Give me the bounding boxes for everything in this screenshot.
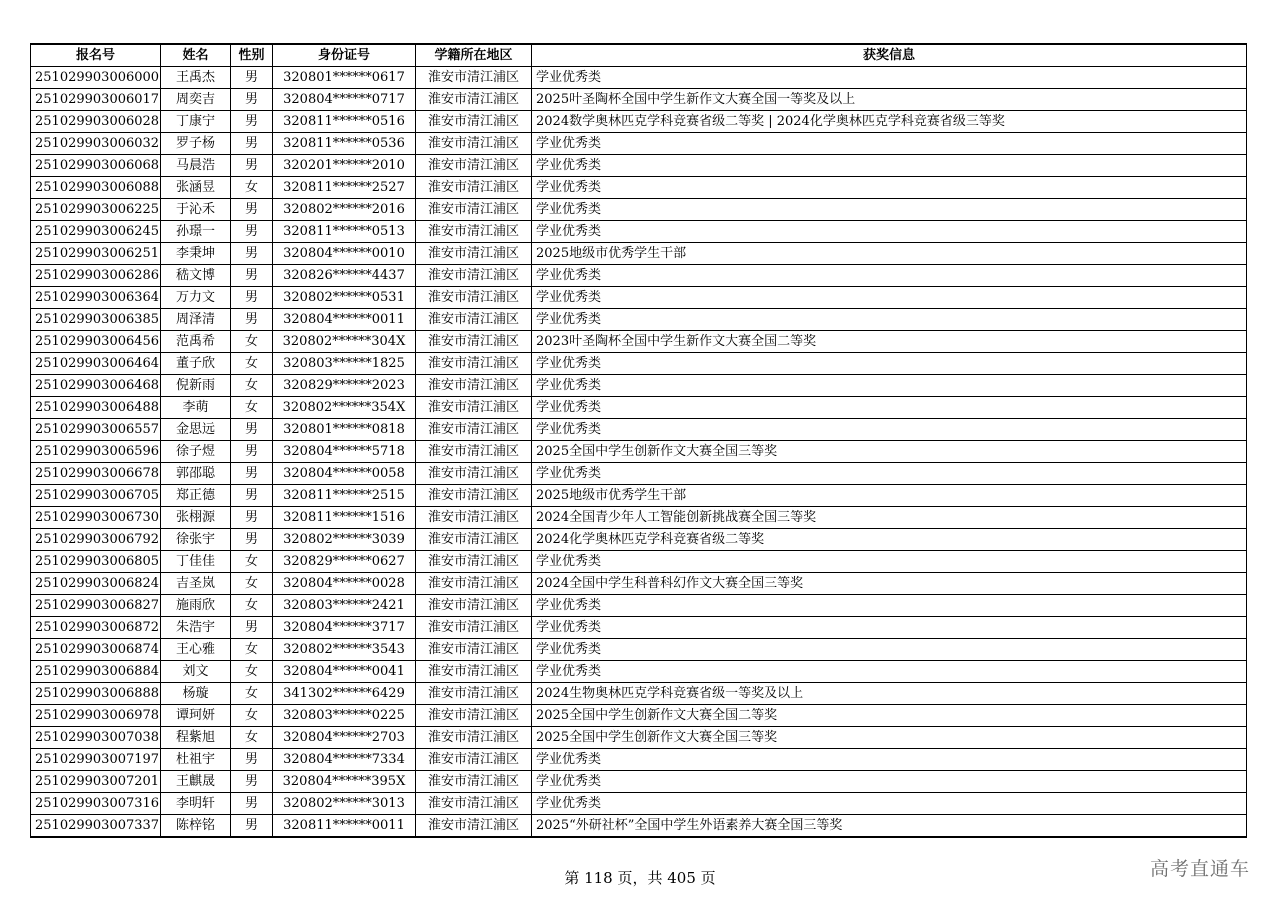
cell-id-number: 320802******2016 (273, 199, 416, 221)
cell-id-number: 320811******0513 (273, 221, 416, 243)
cell-award-info: 2024数学奥林匹克学科竞赛省级二等奖 | 2024化学奥林匹克学科竞赛省级三等奖 (532, 111, 1247, 133)
cell-registration-number: 251029903007201 (31, 771, 161, 793)
cell-gender: 女 (231, 573, 273, 595)
table-row (31, 67, 1247, 89)
cell-id-number: 320804******3717 (273, 617, 416, 639)
cell-name: 刘文 (161, 661, 231, 683)
watermark-logo: 高考直通车 (1149, 858, 1250, 880)
cell-award-info: 学业优秀类 (532, 793, 1247, 815)
cell-award-info: 学业优秀类 (532, 771, 1247, 793)
cell-name: 李明轩 (161, 793, 231, 815)
table-row (31, 155, 1247, 177)
cell-region: 淮安市清江浦区 (416, 111, 532, 133)
cell-name: 徐子煜 (161, 441, 231, 463)
cell-gender: 女 (231, 727, 273, 749)
cell-award-info: 2024生物奥林匹克学科竞赛省级一等奖及以上 (532, 683, 1247, 705)
cell-region: 淮安市清江浦区 (416, 199, 532, 221)
cell-id-number: 320804******7334 (273, 749, 416, 771)
cell-name: 丁康宁 (161, 111, 231, 133)
cell-id-number: 320801******0617 (273, 67, 416, 89)
cell-id-number: 320802******3013 (273, 793, 416, 815)
cell-gender: 男 (231, 815, 273, 838)
cell-region: 淮安市清江浦区 (416, 661, 532, 683)
cell-name: 徐张宇 (161, 529, 231, 551)
cell-registration-number: 251029903007316 (31, 793, 161, 815)
cell-region: 淮安市清江浦区 (416, 507, 532, 529)
cell-id-number: 320802******354X (273, 397, 416, 419)
cell-gender: 男 (231, 529, 273, 551)
header-region: 学籍所在地区 (416, 44, 532, 67)
table-row (31, 287, 1247, 309)
cell-registration-number: 251029903006827 (31, 595, 161, 617)
cell-gender: 男 (231, 771, 273, 793)
cell-id-number: 320804******0058 (273, 463, 416, 485)
cell-award-info: 学业优秀类 (532, 221, 1247, 243)
cell-id-number: 320802******304X (273, 331, 416, 353)
cell-award-info: 学业优秀类 (532, 353, 1247, 375)
cell-region: 淮安市清江浦区 (416, 793, 532, 815)
header-id-number: 身份证号 (273, 44, 416, 67)
cell-name: 范禹希 (161, 331, 231, 353)
cell-award-info: 学业优秀类 (532, 177, 1247, 199)
table-row (31, 705, 1247, 727)
cell-gender: 男 (231, 243, 273, 265)
table-row (31, 683, 1247, 705)
cell-registration-number: 251029903007197 (31, 749, 161, 771)
cell-name: 朱浩宇 (161, 617, 231, 639)
cell-id-number: 320802******0531 (273, 287, 416, 309)
cell-registration-number: 251029903006245 (31, 221, 161, 243)
cell-registration-number: 251029903006792 (31, 529, 161, 551)
header-registration-number: 报名号 (31, 44, 161, 67)
cell-award-info: 学业优秀类 (532, 749, 1247, 771)
cell-id-number: 320811******2527 (273, 177, 416, 199)
cell-registration-number: 251029903006888 (31, 683, 161, 705)
cell-name: 董子欣 (161, 353, 231, 375)
cell-registration-number: 251029903006978 (31, 705, 161, 727)
cell-award-info: 2024化学奥林匹克学科竞赛省级二等奖 (532, 529, 1247, 551)
cell-name: 王心雅 (161, 639, 231, 661)
cell-award-info: 学业优秀类 (532, 661, 1247, 683)
cell-gender: 男 (231, 111, 273, 133)
cell-region: 淮安市清江浦区 (416, 639, 532, 661)
cell-gender: 女 (231, 705, 273, 727)
cell-registration-number: 251029903007038 (31, 727, 161, 749)
cell-registration-number: 251029903006286 (31, 265, 161, 287)
cell-id-number: 320802******3543 (273, 639, 416, 661)
cell-award-info: 2024全国中学生科普科幻作文大赛全国三等奖 (532, 573, 1247, 595)
cell-name: 马晨浩 (161, 155, 231, 177)
cell-name: 罗子杨 (161, 133, 231, 155)
cell-region: 淮安市清江浦区 (416, 683, 532, 705)
cell-name: 陈梓铭 (161, 815, 231, 838)
cell-gender: 男 (231, 419, 273, 441)
cell-registration-number: 251029903006824 (31, 573, 161, 595)
cell-registration-number: 251029903006088 (31, 177, 161, 199)
cell-id-number: 320811******0011 (273, 815, 416, 838)
cell-award-info: 学业优秀类 (532, 375, 1247, 397)
cell-registration-number: 251029903006874 (31, 639, 161, 661)
cell-gender: 女 (231, 353, 273, 375)
table-row (31, 771, 1247, 793)
cell-name: 谭珂妍 (161, 705, 231, 727)
cell-id-number: 320804******0011 (273, 309, 416, 331)
table-row (31, 353, 1247, 375)
cell-id-number: 320811******0536 (273, 133, 416, 155)
cell-award-info: 学业优秀类 (532, 133, 1247, 155)
table-row (31, 375, 1247, 397)
cell-name: 施雨欣 (161, 595, 231, 617)
cell-region: 淮安市清江浦区 (416, 221, 532, 243)
cell-name: 于沁禾 (161, 199, 231, 221)
cell-id-number: 320803******2421 (273, 595, 416, 617)
cell-id-number: 320811******2515 (273, 485, 416, 507)
cell-region: 淮安市清江浦区 (416, 771, 532, 793)
cell-gender: 女 (231, 177, 273, 199)
cell-gender: 男 (231, 617, 273, 639)
cell-name: 张涵昱 (161, 177, 231, 199)
table-row (31, 133, 1247, 155)
table-row (31, 89, 1247, 111)
cell-registration-number: 251029903006464 (31, 353, 161, 375)
table-row (31, 529, 1247, 551)
cell-id-number: 320829******2023 (273, 375, 416, 397)
cell-registration-number: 251029903006028 (31, 111, 161, 133)
cell-name: 杨璇 (161, 683, 231, 705)
cell-id-number: 320803******0225 (273, 705, 416, 727)
cell-region: 淮安市清江浦区 (416, 815, 532, 838)
cell-registration-number: 251029903006872 (31, 617, 161, 639)
cell-gender: 女 (231, 661, 273, 683)
cell-registration-number: 251029903006000 (31, 67, 161, 89)
cell-award-info: 学业优秀类 (532, 287, 1247, 309)
cell-award-info: 学业优秀类 (532, 67, 1247, 89)
cell-registration-number: 251029903006251 (31, 243, 161, 265)
cell-gender: 女 (231, 639, 273, 661)
cell-registration-number: 251029903006730 (31, 507, 161, 529)
cell-name: 孙璟一 (161, 221, 231, 243)
cell-region: 淮安市清江浦区 (416, 705, 532, 727)
cell-region: 淮安市清江浦区 (416, 441, 532, 463)
cell-registration-number: 251029903006678 (31, 463, 161, 485)
table-row (31, 419, 1247, 441)
cell-award-info: 2025地级市优秀学生干部 (532, 243, 1247, 265)
cell-name: 李萌 (161, 397, 231, 419)
table-row (31, 595, 1247, 617)
cell-registration-number: 251029903006032 (31, 133, 161, 155)
table-row (31, 463, 1247, 485)
table-row (31, 485, 1247, 507)
cell-region: 淮安市清江浦区 (416, 67, 532, 89)
cell-region: 淮安市清江浦区 (416, 463, 532, 485)
cell-name: 郭邵聪 (161, 463, 231, 485)
table-row (31, 199, 1247, 221)
cell-region: 淮安市清江浦区 (416, 287, 532, 309)
cell-registration-number: 251029903006068 (31, 155, 161, 177)
table-row (31, 177, 1247, 199)
cell-award-info: 学业优秀类 (532, 639, 1247, 661)
cell-gender: 男 (231, 441, 273, 463)
cell-name: 吉圣岚 (161, 573, 231, 595)
cell-gender: 男 (231, 67, 273, 89)
cell-gender: 女 (231, 595, 273, 617)
cell-award-info: 2025全国中学生创新作文大赛全国三等奖 (532, 727, 1247, 749)
cell-registration-number: 251029903006596 (31, 441, 161, 463)
cell-award-info: 学业优秀类 (532, 309, 1247, 331)
cell-award-info: 学业优秀类 (532, 419, 1247, 441)
cell-region: 淮安市清江浦区 (416, 749, 532, 771)
cell-region: 淮安市清江浦区 (416, 89, 532, 111)
cell-award-info: 学业优秀类 (532, 265, 1247, 287)
cell-award-info: 2023叶圣陶杯全国中学生新作文大赛全国二等奖 (532, 331, 1247, 353)
cell-id-number: 320804******5718 (273, 441, 416, 463)
cell-registration-number: 251029903006805 (31, 551, 161, 573)
cell-id-number: 320804******395X (273, 771, 416, 793)
cell-name: 周泽清 (161, 309, 231, 331)
cell-gender: 男 (231, 507, 273, 529)
cell-registration-number: 251029903007337 (31, 815, 161, 838)
cell-gender: 女 (231, 375, 273, 397)
header-gender: 性别 (231, 44, 273, 67)
table-row (31, 397, 1247, 419)
cell-id-number: 320804******2703 (273, 727, 416, 749)
table-row (31, 441, 1247, 463)
cell-id-number: 320201******2010 (273, 155, 416, 177)
cell-region: 淮安市清江浦区 (416, 727, 532, 749)
cell-gender: 男 (231, 485, 273, 507)
cell-name: 李秉坤 (161, 243, 231, 265)
cell-name: 万力文 (161, 287, 231, 309)
cell-id-number: 320811******0516 (273, 111, 416, 133)
cell-gender: 女 (231, 397, 273, 419)
cell-region: 淮安市清江浦区 (416, 331, 532, 353)
cell-award-info: 学业优秀类 (532, 463, 1247, 485)
table-row (31, 221, 1247, 243)
cell-region: 淮安市清江浦区 (416, 551, 532, 573)
cell-region: 淮安市清江浦区 (416, 177, 532, 199)
cell-region: 淮安市清江浦区 (416, 155, 532, 177)
cell-region: 淮安市清江浦区 (416, 419, 532, 441)
cell-award-info: 学业优秀类 (532, 397, 1247, 419)
cell-gender: 女 (231, 331, 273, 353)
cell-gender: 男 (231, 133, 273, 155)
cell-region: 淮安市清江浦区 (416, 485, 532, 507)
cell-id-number: 320804******0717 (273, 89, 416, 111)
cell-id-number: 320804******0010 (273, 243, 416, 265)
header-row (31, 44, 1247, 67)
cell-gender: 女 (231, 683, 273, 705)
table-row (31, 573, 1247, 595)
cell-id-number: 320804******0028 (273, 573, 416, 595)
table-row (31, 551, 1247, 573)
cell-gender: 男 (231, 463, 273, 485)
cell-name: 金思远 (161, 419, 231, 441)
cell-name: 丁佳佳 (161, 551, 231, 573)
cell-name: 王禹杰 (161, 67, 231, 89)
header-award-info: 获奖信息 (532, 44, 1247, 67)
header-name: 姓名 (161, 44, 231, 67)
cell-award-info: 学业优秀类 (532, 155, 1247, 177)
cell-award-info: 2025叶圣陶杯全国中学生新作文大赛全国一等奖及以上 (532, 89, 1247, 111)
cell-gender: 男 (231, 199, 273, 221)
cell-award-info: 2024全国青少年人工智能创新挑战赛全国三等奖 (532, 507, 1247, 529)
table-row (31, 749, 1247, 771)
cell-gender: 男 (231, 287, 273, 309)
cell-id-number: 320811******1516 (273, 507, 416, 529)
cell-registration-number: 251029903006017 (31, 89, 161, 111)
cell-name: 程紫旭 (161, 727, 231, 749)
cell-name: 倪新雨 (161, 375, 231, 397)
cell-award-info: 学业优秀类 (532, 199, 1247, 221)
cell-award-info: 2025地级市优秀学生干部 (532, 485, 1247, 507)
table-row (31, 793, 1247, 815)
cell-registration-number: 251029903006456 (31, 331, 161, 353)
cell-award-info: 学业优秀类 (532, 551, 1247, 573)
cell-id-number: 320826******4437 (273, 265, 416, 287)
cell-id-number: 320829******0627 (273, 551, 416, 573)
cell-region: 淮安市清江浦区 (416, 353, 532, 375)
cell-name: 张栩源 (161, 507, 231, 529)
table-body (31, 67, 1247, 838)
cell-gender: 男 (231, 749, 273, 771)
award-roster-table (30, 43, 1247, 838)
cell-award-info: 2025“外研社杯”全国中学生外语素养大赛全国三等奖 (532, 815, 1247, 838)
table-row (31, 815, 1247, 838)
cell-id-number: 320801******0818 (273, 419, 416, 441)
cell-award-info: 学业优秀类 (532, 617, 1247, 639)
table-row (31, 617, 1247, 639)
table-row (31, 639, 1247, 661)
cell-region: 淮安市清江浦区 (416, 595, 532, 617)
cell-registration-number: 251029903006364 (31, 287, 161, 309)
cell-gender: 男 (231, 89, 273, 111)
cell-region: 淮安市清江浦区 (416, 375, 532, 397)
cell-name: 嵇文博 (161, 265, 231, 287)
table-row (31, 727, 1247, 749)
cell-id-number: 320804******0041 (273, 661, 416, 683)
cell-region: 淮安市清江浦区 (416, 529, 532, 551)
cell-gender: 男 (231, 265, 273, 287)
cell-region: 淮安市清江浦区 (416, 243, 532, 265)
cell-id-number: 320802******3039 (273, 529, 416, 551)
cell-name: 郑正德 (161, 485, 231, 507)
cell-region: 淮安市清江浦区 (416, 397, 532, 419)
cell-registration-number: 251029903006468 (31, 375, 161, 397)
table-row (31, 111, 1247, 133)
cell-award-info: 学业优秀类 (532, 595, 1247, 617)
cell-registration-number: 251029903006488 (31, 397, 161, 419)
table-header (31, 44, 1247, 67)
table-row (31, 309, 1247, 331)
table-row (31, 661, 1247, 683)
cell-registration-number: 251029903006705 (31, 485, 161, 507)
cell-name: 王麒晟 (161, 771, 231, 793)
cell-gender: 男 (231, 793, 273, 815)
cell-award-info: 2025全国中学生创新作文大赛全国三等奖 (532, 441, 1247, 463)
cell-gender: 女 (231, 551, 273, 573)
cell-region: 淮安市清江浦区 (416, 573, 532, 595)
cell-name: 杜祖宇 (161, 749, 231, 771)
cell-gender: 男 (231, 309, 273, 331)
table-row (31, 331, 1247, 353)
cell-region: 淮安市清江浦区 (416, 617, 532, 639)
cell-registration-number: 251029903006385 (31, 309, 161, 331)
cell-award-info: 2025全国中学生创新作文大赛全国二等奖 (532, 705, 1247, 727)
page-number: 第 118 页，共 405 页 (564, 869, 716, 887)
cell-id-number: 320803******1825 (273, 353, 416, 375)
cell-gender: 男 (231, 221, 273, 243)
cell-region: 淮安市清江浦区 (416, 265, 532, 287)
table-row (31, 265, 1247, 287)
cell-region: 淮安市清江浦区 (416, 309, 532, 331)
table-row (31, 243, 1247, 265)
table-row (31, 507, 1247, 529)
cell-registration-number: 251029903006225 (31, 199, 161, 221)
cell-registration-number: 251029903006557 (31, 419, 161, 441)
cell-registration-number: 251029903006884 (31, 661, 161, 683)
cell-gender: 男 (231, 155, 273, 177)
cell-region: 淮安市清江浦区 (416, 133, 532, 155)
cell-name: 周奕吉 (161, 89, 231, 111)
cell-id-number: 341302******6429 (273, 683, 416, 705)
